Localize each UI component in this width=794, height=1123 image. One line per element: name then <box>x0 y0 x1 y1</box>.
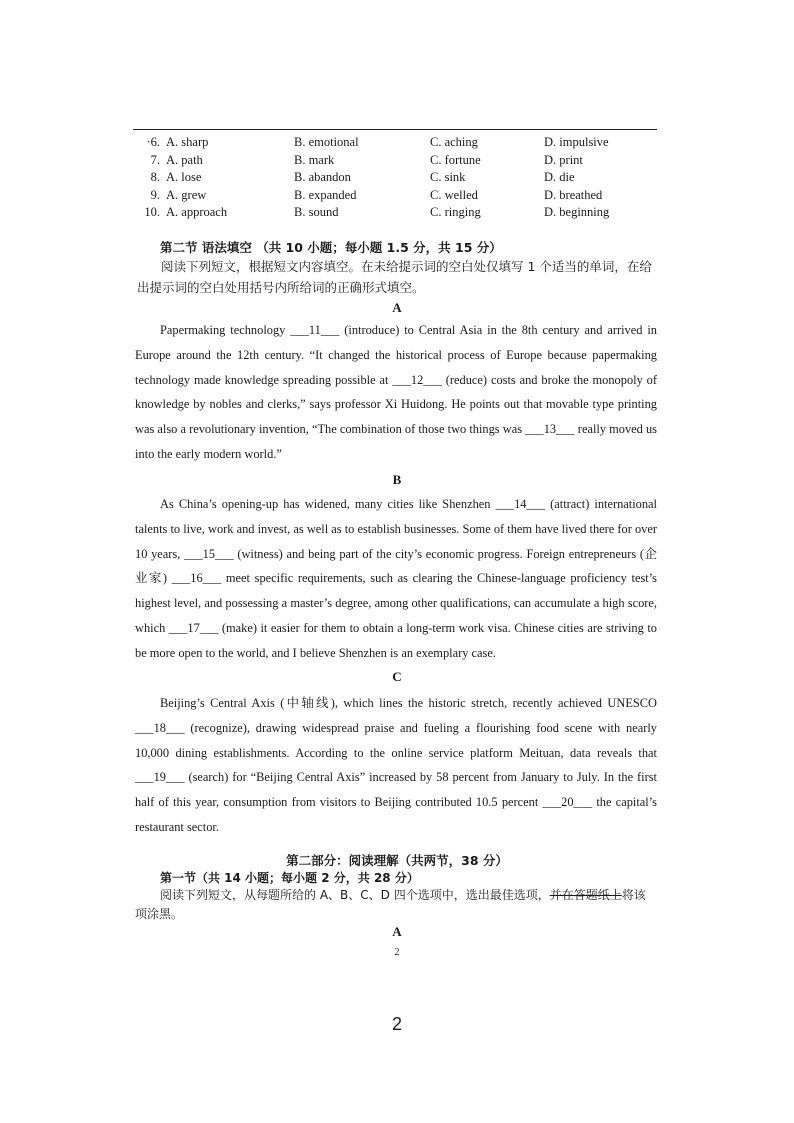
option-c: C. sink <box>430 170 466 185</box>
option-c: C. welled <box>430 187 478 202</box>
option-d: D. die <box>544 170 575 185</box>
option-a: A. path <box>166 152 203 167</box>
option-c: C. ringing <box>430 205 481 220</box>
passage-letter: C <box>392 669 402 684</box>
option-a: A. sharp <box>166 135 209 149</box>
option-row <box>138 204 658 222</box>
passage-text: Beijing’s Central Axis (中轴线), which lines the historic stretch, recently achieved UNESCO ___18___ (recognize), drawing widespread praise and fueling a flourishing food scene with nearly 10,000 dining establishments. According to the online service platform Meituan, data reveals that ___19___ (search) for “Beijing Central Axis” increased by 58 percent from January to July. In the first half of this year, consumption from visitors to Beijing contributed 10.5 percent ___20___ the capital’s restaurant sector. <box>135 696 657 834</box>
option-a: A. lose <box>166 170 202 185</box>
option-row <box>138 187 658 205</box>
instructions-part-a: 阅读下列短文，从每题所给的 A、B、C、D 四个选项中，选出最佳选项， <box>160 888 550 902</box>
passage-letter: A <box>392 924 402 939</box>
option-c: C. fortune <box>430 152 481 167</box>
question-number: ·6. <box>146 135 160 149</box>
page-number: 2 <box>391 1014 402 1034</box>
question-number: 8. <box>150 170 160 185</box>
subsection-heading: 第一节（共 14 小题；每小题 2 分，共 28 分） <box>160 871 419 885</box>
option-b: B. abandon <box>294 170 351 185</box>
option-a: A. approach <box>166 205 228 220</box>
option-b: B. expanded <box>294 187 357 202</box>
option-d: D. breathed <box>544 187 603 202</box>
option-b: B. sound <box>294 205 339 220</box>
question-number: 7. <box>150 152 160 167</box>
option-b: B. mark <box>294 152 335 167</box>
answer-options <box>138 134 658 222</box>
passage-letter: A <box>392 300 402 315</box>
option-row <box>138 134 658 152</box>
reading-instructions <box>135 886 657 924</box>
option-row <box>138 152 658 170</box>
section-instructions: 阅读下列短文，根据短文内容填空。在未给提示词的空白处仅填写 1 个适当的单词，在给出提示词的空白处用括号内所给词的正确形式填空。 <box>137 259 652 295</box>
section-heading: 第二节 语法填空 （共 10 小题；每小题 1.5 分，共 15 分） <box>160 240 502 255</box>
instructions-part-b: 将该项涂黑。 <box>135 888 646 921</box>
top-rule <box>133 129 657 130</box>
part-heading: 第二部分：阅读理解（共两节，38 分） <box>286 853 508 868</box>
option-d: D. beginning <box>544 205 610 220</box>
passage-text: Papermaking technology ___11___ (introduce) to Central Asia in the 8th century and arrived in Europe around the 12th century. “It changed the historical process of Europe because papermaking technology made knowledge spreading possible at ___12___ (reduce) costs and broke the monopoly of knowledge by nobles and clerks,” says professor Xi Huidong. He points out that movable type printing was also a revolutionary invention, “The combination of those two things was ___13___ really moved us into the early modern world.” <box>135 323 657 461</box>
option-d: D. print <box>544 152 583 167</box>
option-b: B. emotional <box>294 135 359 149</box>
option-a: A. grew <box>166 187 207 202</box>
passage-letter: B <box>392 472 402 487</box>
option-d: D. impulsive <box>544 135 609 149</box>
inner-page-number: 2 <box>394 947 400 958</box>
question-number: 9. <box>150 187 160 202</box>
option-row <box>138 169 658 187</box>
instructions-struck-text: 并在答题纸上 <box>549 888 622 902</box>
question-number: 10. <box>144 205 160 220</box>
option-c: C. aching <box>430 135 478 149</box>
passage-text: As China’s opening-up has widened, many cities like Shenzhen ___14___ (attract) international talents to live, work and invest, as well as to establish businesses. Some of them have lived there for over 10 years, ___15___ (witness) and being part of the city’s economic progress. Foreign entrepreneurs (企业家) ___16___ meet specific requirements, such as clearing the Chinese-language proficiency test’s highest level, and possessing a master’s degree, among other qualifications, can accumulate a high score, which ___17___ (make) it easier for them to obtain a long-term work visa. Chinese cities are striving to be more open to the world, and I believe Shenzhen is an exemplary case. <box>135 497 657 660</box>
